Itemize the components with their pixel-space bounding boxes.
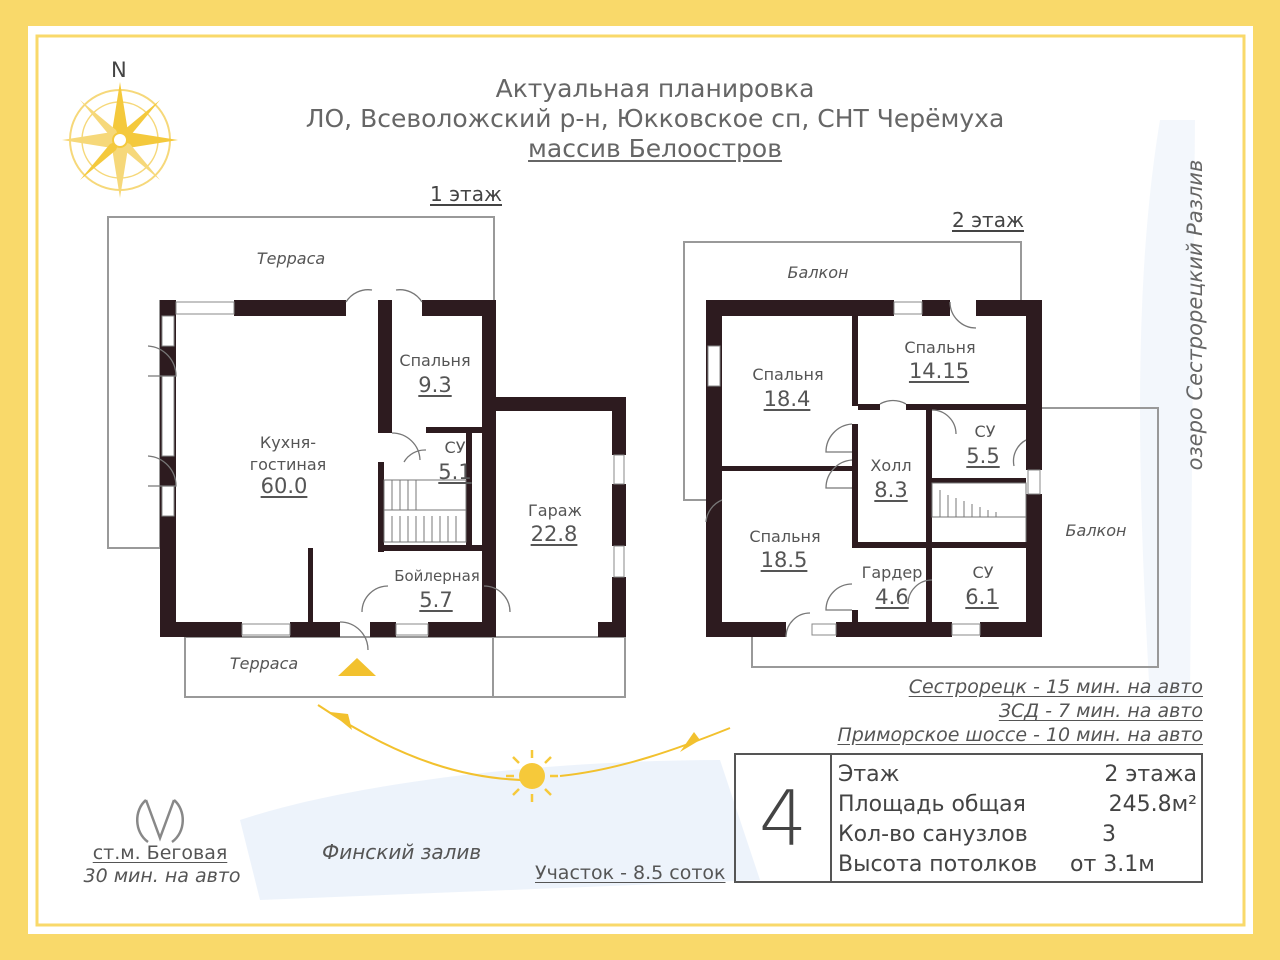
header-line3: массив Белоостров: [528, 134, 782, 163]
plot-label: Участок - 8.5 соток: [535, 862, 726, 884]
room-kitchen-name: Кухня- гостиная: [249, 433, 327, 474]
travel-sestroretsk: Сестрорецк - 15 мин. на авто: [908, 676, 1203, 698]
travel-primorskoe: Приморское шоссе - 10 мин. на авто: [837, 724, 1203, 746]
summary-value-floors: 2 этажа: [1104, 762, 1197, 787]
metro-station: ст.м. Беговая: [92, 842, 228, 864]
compass-north-label: N: [111, 58, 127, 82]
summary-label-bathrooms: Кол-во санузлов: [838, 822, 1028, 847]
floor2-label: 2 этаж: [952, 208, 1024, 232]
summary-label-ceiling: Высота потолков: [838, 852, 1038, 877]
room-kitchen-area: 60.0: [260, 474, 308, 498]
room2-hall-name: Холл: [870, 456, 912, 475]
summary-label-floors: Этаж: [838, 762, 900, 787]
room2-hall-area: 8.3: [874, 478, 908, 502]
floor1-label: 1 этаж: [430, 182, 502, 206]
summary-value-bathrooms: 3: [1102, 822, 1116, 847]
sun-icon: [506, 750, 558, 802]
header-line2: ЛО, Всеволожский р-н, Юкковское сп, СНТ Черёмуха: [305, 104, 1005, 133]
floor2-balcony-top: Балкон: [787, 263, 849, 282]
room2-bathroom2-area: 6.1: [965, 585, 999, 609]
room2-wardrobe-area: 4.6: [875, 585, 909, 609]
room2-bedroom3-name: Спальня: [749, 527, 821, 546]
summary-value-ceiling: от 3.1м: [1070, 852, 1155, 877]
room-boiler-name: Бойлерная: [394, 567, 480, 585]
summary-number: 4: [758, 773, 808, 863]
gulf-label: Финский залив: [322, 840, 482, 864]
room2-bathroom2-name: СУ: [972, 563, 994, 582]
room-bedroom-area: 9.3: [418, 373, 452, 397]
room2-wardrobe-name: Гардер: [861, 563, 923, 582]
room-bedroom-name: Спальня: [399, 351, 471, 370]
floor2-balcony-right: Балкон: [1065, 521, 1127, 540]
room2-bedroom2-area: 14.15: [908, 359, 970, 383]
summary-label-area: Площадь общая: [838, 792, 1026, 817]
room2-bathroom1-area: 5.5: [966, 444, 1000, 468]
room-bathroom-area: 5.1: [438, 460, 472, 484]
room2-bedroom1-area: 18.4: [763, 387, 811, 411]
room2-bedroom1-name: Спальня: [752, 365, 824, 384]
lake-label: озеро Сестрорецкий Разлив: [1183, 159, 1207, 471]
metro-time: 30 мин. на авто: [83, 865, 241, 887]
room2-bedroom2-name: Спальня: [904, 338, 976, 357]
floor1-terrace-top: Терраса: [256, 249, 326, 268]
room2-bathroom1-name: СУ: [974, 422, 996, 441]
room-bathroom-name: СУ: [444, 438, 466, 457]
travel-zsd: ЗСД - 7 мин. на авто: [998, 700, 1203, 722]
room-boiler-area: 5.7: [419, 588, 453, 612]
room2-bedroom3-area: 18.5: [760, 548, 808, 572]
room-garage-name: Гараж: [528, 501, 582, 520]
header-line1: Актуальная планировка: [495, 74, 815, 103]
room-garage-area: 22.8: [530, 522, 578, 546]
floor1-terrace-bottom: Терраса: [229, 654, 299, 673]
summary-value-area: 245.8м²: [1108, 792, 1197, 817]
